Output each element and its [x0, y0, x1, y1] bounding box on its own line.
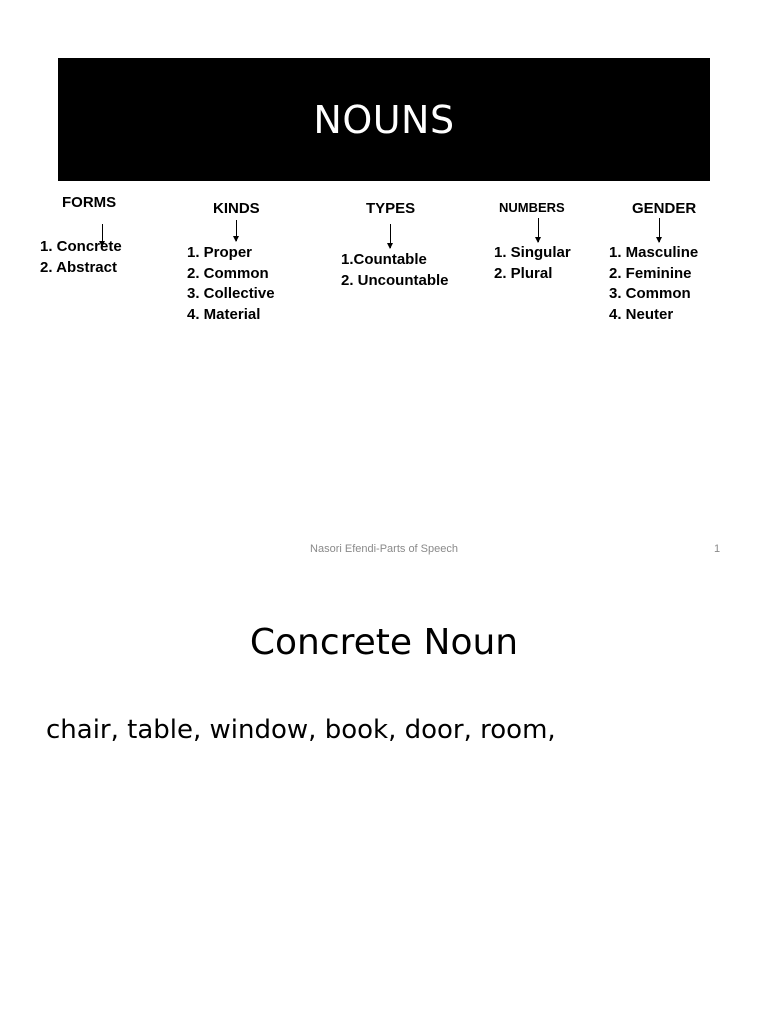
list-item: 2. Uncountable	[341, 271, 449, 289]
list-item: 1.Countable	[341, 251, 427, 268]
arrow-down-icon	[236, 220, 237, 241]
title-banner	[58, 58, 710, 181]
list-item: 1. Proper	[187, 244, 253, 261]
slide-title: Concrete Noun	[249, 622, 519, 663]
category-heading-types: TYPES	[366, 200, 416, 217]
slide-body-text: chair, table, window, book, door, room,	[46, 715, 556, 745]
category-list-gender	[609, 243, 698, 325]
arrow-down-icon	[390, 224, 391, 248]
arrow-down-icon	[659, 218, 660, 242]
arrow-down-icon	[538, 218, 539, 242]
list-item: 2. Abstract	[40, 258, 117, 276]
category-heading-kinds: KINDS	[213, 200, 260, 217]
slide-footer: Nasori Efendi-Parts of Speech	[310, 543, 458, 555]
category-heading-forms: FORMS	[62, 194, 117, 211]
list-item: 3. Common	[609, 285, 691, 302]
page-number: 1	[714, 543, 721, 555]
list-item: 1. Masculine	[609, 244, 699, 261]
category-heading-numbers: NUMBERS	[499, 200, 565, 215]
list-item: 3. Collective	[187, 285, 275, 302]
list-item: 2. Feminine	[609, 264, 692, 282]
category-heading-gender: GENDER	[632, 200, 697, 217]
category-list-forms	[40, 237, 122, 278]
list-item: 1. Concrete	[40, 238, 122, 255]
category-list-kinds	[187, 243, 275, 325]
list-item: 1. Singular	[494, 244, 571, 261]
slide-title: NOUNS	[313, 97, 455, 142]
list-item: 2. Plural	[494, 264, 553, 282]
list-item: 2. Common	[187, 264, 269, 282]
category-list-types	[341, 250, 449, 291]
slide-2	[0, 575, 768, 1024]
list-item: 4. Material	[187, 305, 261, 323]
category-list-numbers	[494, 243, 571, 284]
list-item: 4. Neuter	[609, 305, 674, 323]
